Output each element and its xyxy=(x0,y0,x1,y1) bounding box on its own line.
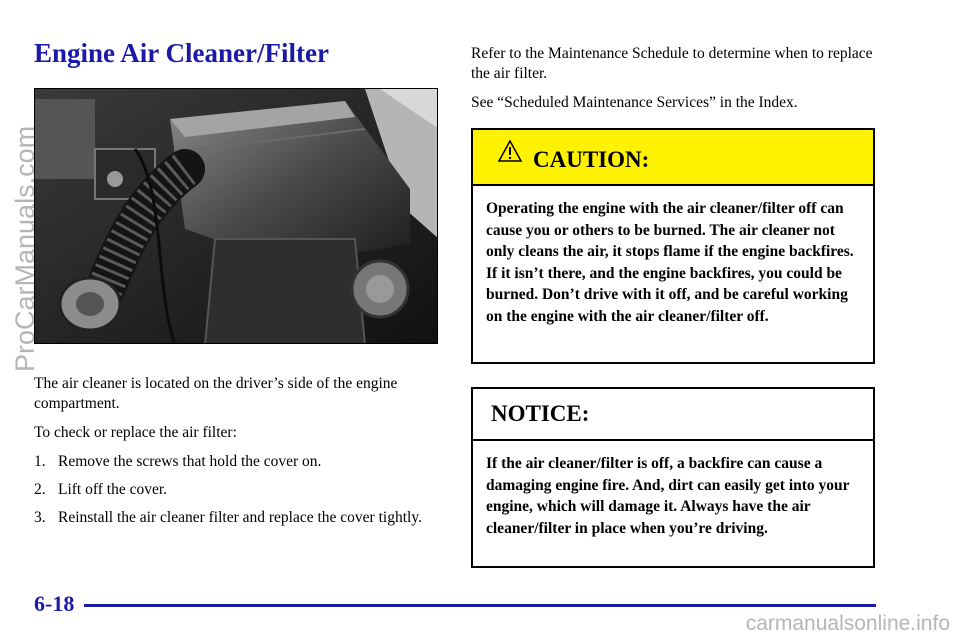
notice-body: If the air cleaner/filter is off, a backfire can cause a damaging engine fire. And, dirt can easily get into your engine, which will damage it. Always have the air cleaner/filter in place when you’re driving. xyxy=(486,455,850,537)
engine-air-cleaner-photo xyxy=(34,88,438,344)
list-item xyxy=(34,452,434,472)
page-title: Engine Air Cleaner/Filter xyxy=(34,38,329,68)
footer-rule xyxy=(84,604,876,607)
step-text: Reinstall the air cleaner filter and replace the cover tightly. xyxy=(58,509,422,526)
caution-title: CAUTION: xyxy=(533,147,650,172)
notice-box xyxy=(471,387,875,568)
list-item xyxy=(34,508,434,528)
step-text: Remove the screws that hold the cover on. xyxy=(58,453,322,470)
step-number: 3. xyxy=(34,509,46,526)
instructions-intro: To check or replace the air filter: xyxy=(34,424,237,441)
step-text: Lift off the cover. xyxy=(58,481,168,498)
see-also-paragraph: See “Scheduled Maintenance Services” in the Index. xyxy=(471,94,798,111)
caution-body: Operating the engine with the air cleaner/filter off can cause you or others to be burned. The air cleaner not only cleans the air, it stops flame if the engine backfires. If it isn’t there, and the engine backfires, you could be burned. Don’t drive with it off, and be careful working on the engine with the air cleaner/filter off. xyxy=(486,200,854,325)
bottom-watermark: carmanualsonline.info xyxy=(745,612,950,635)
list-item xyxy=(34,480,434,500)
location-paragraph: The air cleaner is located on the driver’s side of the engine compartment. xyxy=(34,375,398,412)
page-number: 6-18 xyxy=(34,591,75,616)
right-column xyxy=(471,44,881,122)
steps-list xyxy=(34,452,434,528)
notice-header xyxy=(473,389,873,441)
left-column xyxy=(34,374,434,536)
warning-triangle-icon xyxy=(497,139,523,168)
schedule-paragraph: Refer to the Maintenance Schedule to determine when to replace the air filter. xyxy=(471,45,873,82)
caution-box xyxy=(471,128,875,364)
notice-title: NOTICE: xyxy=(491,401,590,426)
side-watermark-text: ProCarManuals.com xyxy=(10,125,40,372)
step-number: 2. xyxy=(34,481,46,498)
step-number: 1. xyxy=(34,453,46,470)
caution-header xyxy=(473,130,873,186)
